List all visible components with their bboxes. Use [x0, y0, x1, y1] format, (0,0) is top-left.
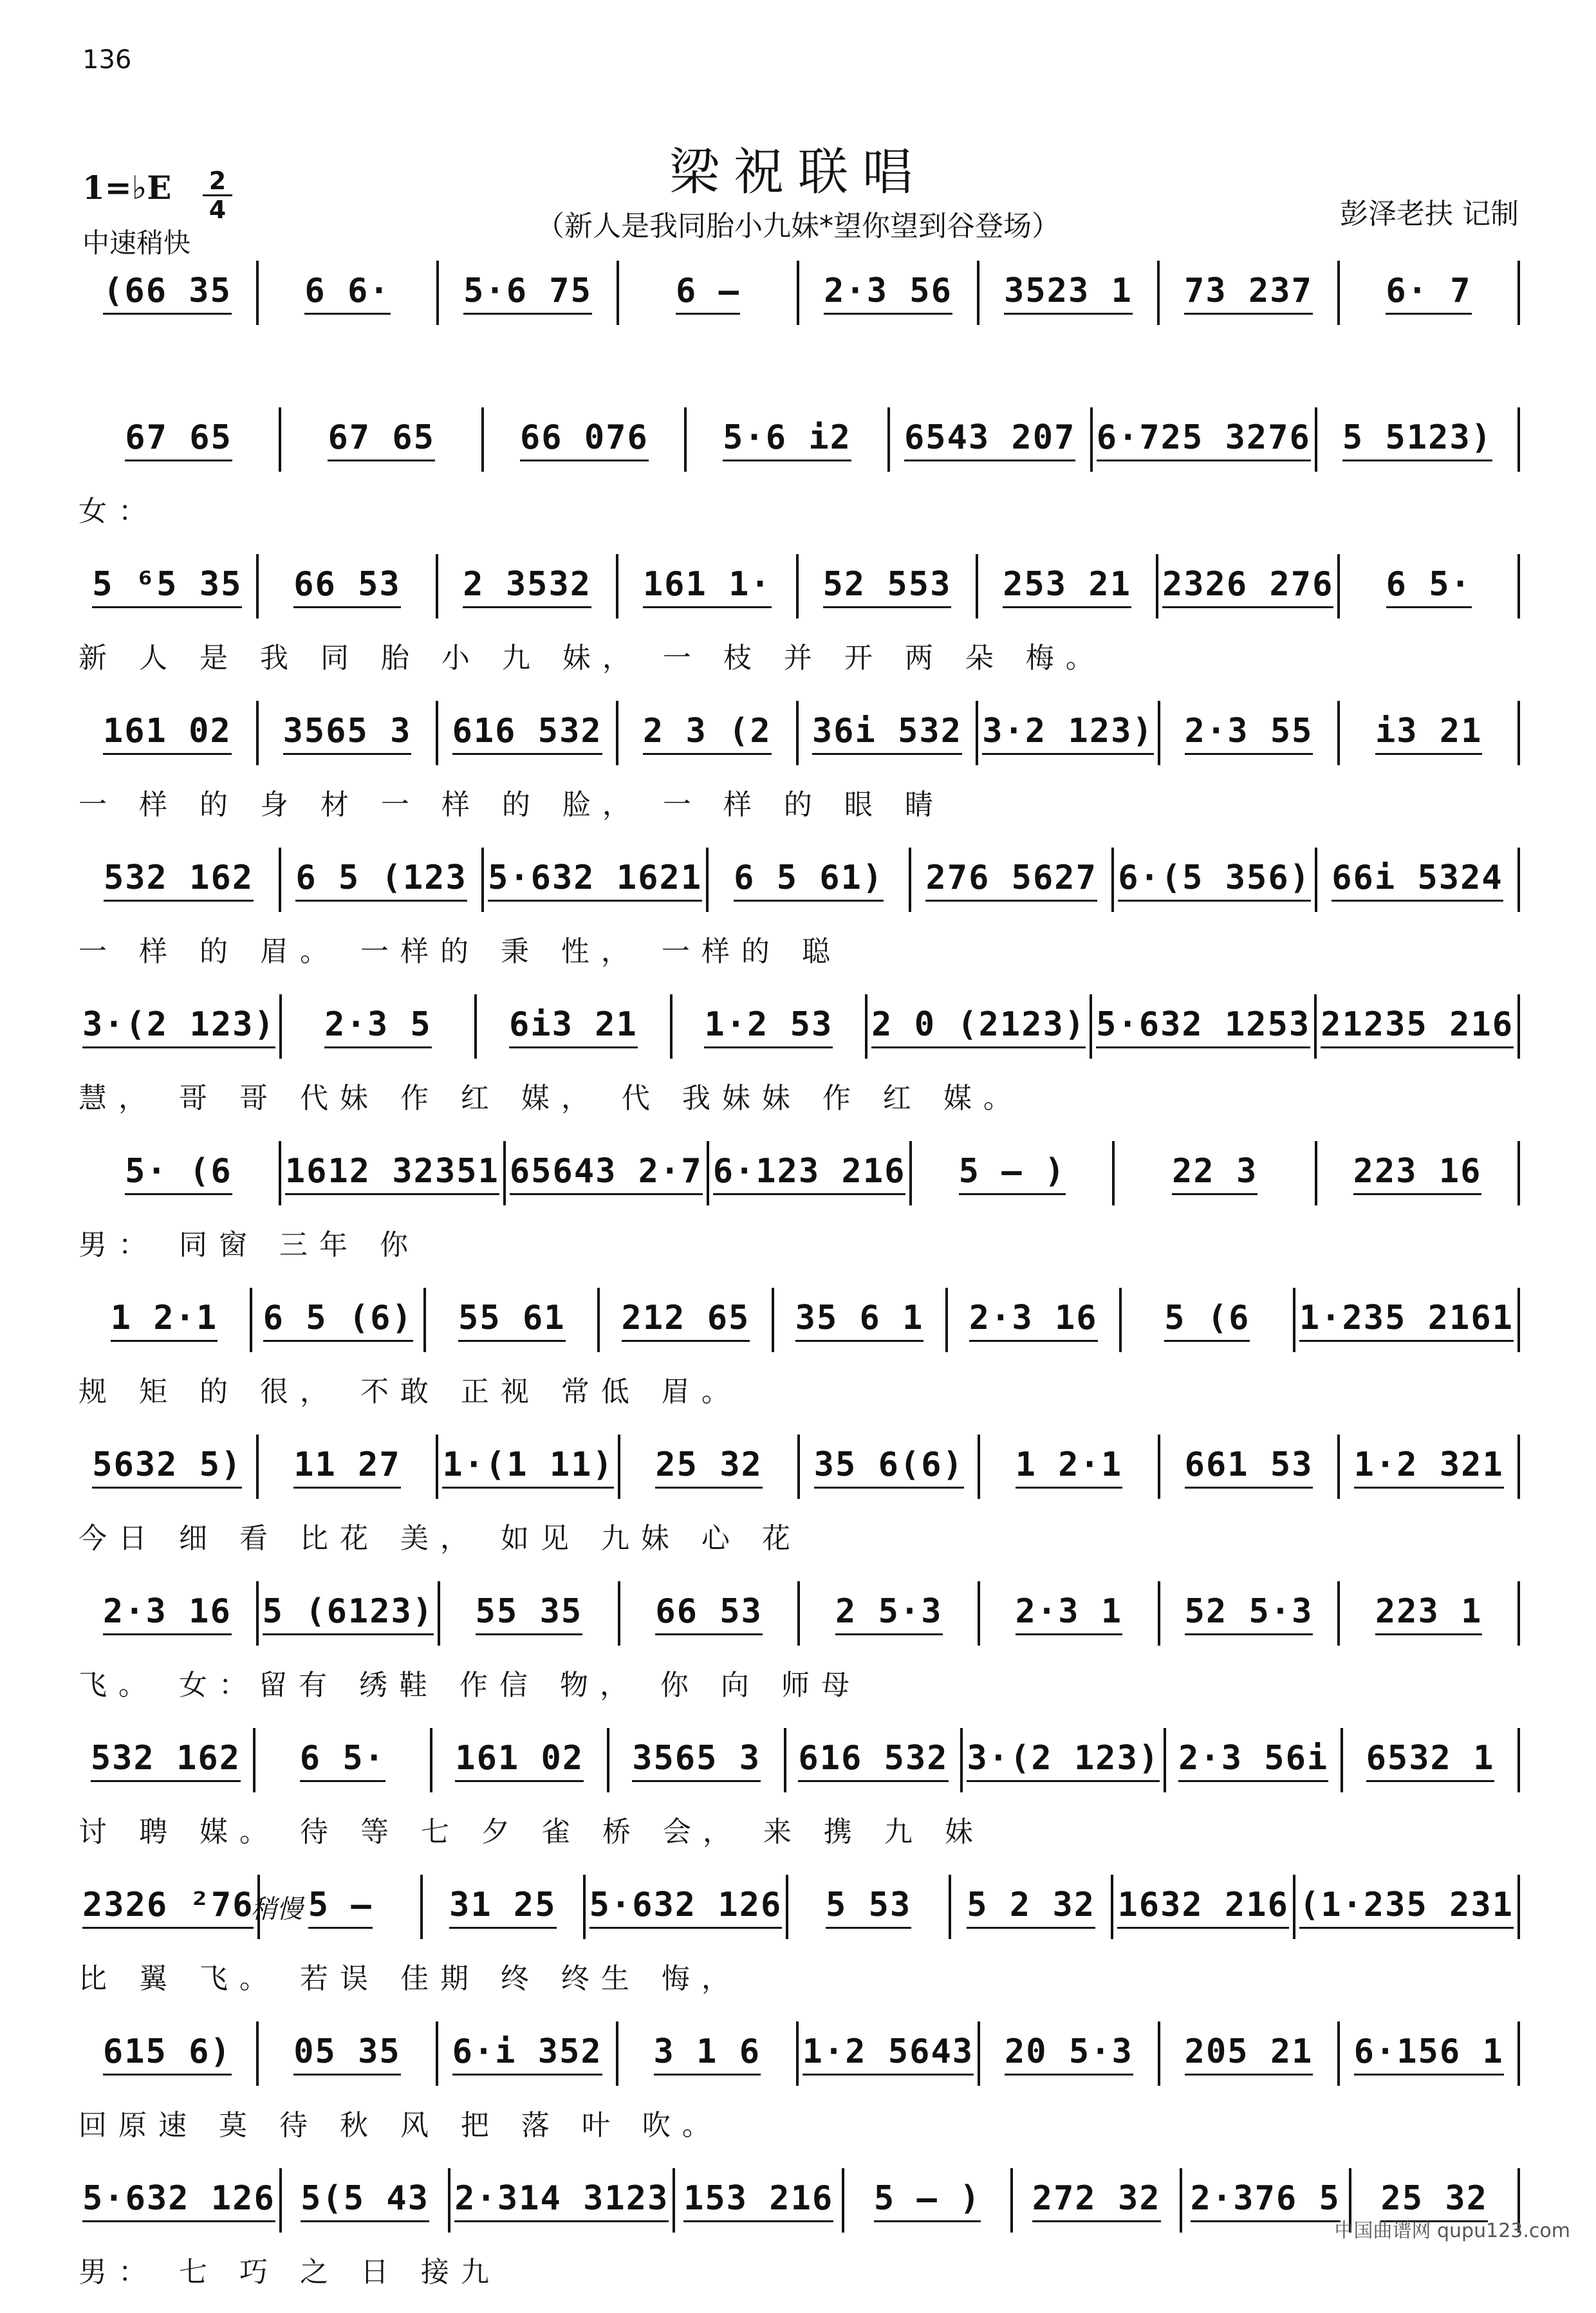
- measure: [609, 1728, 786, 1792]
- measure: [79, 1141, 281, 1205]
- measure: [79, 701, 259, 765]
- notes-row: [79, 1138, 1520, 1209]
- measure: [890, 407, 1093, 472]
- meter-top: 2: [209, 167, 227, 195]
- measure: [259, 554, 439, 618]
- measure-notes: 153 216: [683, 2179, 833, 2222]
- measure: [799, 554, 979, 618]
- lyrics-line: 规 矩 的 很， 不敢 正视 常低 眉。: [79, 1375, 741, 1407]
- lyrics-line: 一 样 的 身 材 一 样 的 脸， 一 样 的 眼 睛: [79, 788, 945, 820]
- measure-notes: 532 162: [91, 1739, 241, 1782]
- measure-notes: 2326 276: [1162, 565, 1333, 608]
- measure: [1160, 1435, 1341, 1499]
- measure: [438, 701, 618, 765]
- measure-notes: 212 65: [622, 1299, 750, 1342]
- measure: [912, 1141, 1115, 1205]
- measure-notes: 65643 2·7: [510, 1152, 703, 1195]
- measure-notes: 3·2 123): [982, 712, 1153, 755]
- measure: [1113, 1875, 1295, 1939]
- measure: [709, 848, 911, 912]
- meter-bottom: 4: [209, 196, 227, 224]
- measure: [79, 2168, 282, 2233]
- measure: [799, 2021, 980, 2086]
- measure-notes: 11 27: [293, 1445, 401, 1489]
- lyrics-line: 今日 细 看 比花 美， 如见 九妹 心 花: [79, 1522, 802, 1554]
- measure: [673, 994, 868, 1059]
- measure-notes: 5632 5): [92, 1445, 242, 1489]
- measure: [281, 848, 484, 912]
- measure-notes: 661 53: [1185, 1445, 1313, 1489]
- measure: [1317, 848, 1520, 912]
- notes-row: [79, 2165, 1520, 2236]
- notes-row: [79, 698, 1520, 768]
- measure: [506, 1141, 709, 1205]
- measure-notes: 2·3 56: [824, 272, 952, 315]
- score-system: [79, 1138, 1520, 1286]
- measure-notes: 5·632 126: [589, 1886, 783, 1929]
- measure-notes: 25 32: [1380, 2179, 1488, 2222]
- tempo-slow-mark: 稍慢: [251, 1895, 302, 1924]
- measure: [79, 1435, 259, 1499]
- credit: 彭泽老扶 记制: [1340, 198, 1519, 230]
- measure-notes: 2·3 55: [1185, 712, 1313, 755]
- time-signature: [203, 169, 232, 222]
- measure: [79, 261, 259, 325]
- measure: [79, 1728, 255, 1792]
- measure-notes: 67 65: [328, 418, 435, 461]
- measure-notes: 2 3532: [463, 565, 591, 608]
- measure: [477, 994, 672, 1059]
- measure: [980, 1581, 1160, 1646]
- measure: [618, 2021, 799, 2086]
- measure-notes: (66 35: [103, 272, 232, 315]
- measure: [868, 994, 1092, 1059]
- measure-notes: 1·(1 11): [442, 1445, 613, 1489]
- measure: [79, 407, 281, 472]
- measure-notes: 161 02: [103, 712, 232, 755]
- measure-notes: 616 532: [452, 712, 602, 755]
- measure: [259, 701, 439, 765]
- measure-notes: 532 162: [104, 859, 254, 902]
- measure: [1343, 1728, 1520, 1792]
- lyrics-line: 慧， 哥 哥 代妹 作 红 媒， 代 我妹妹 作 红 媒。: [79, 1082, 1023, 1113]
- lyrics-line: 比 翼 飞。 若误 佳期 终 终生 悔，: [79, 1962, 741, 1994]
- lyrics-line: 讨 聘 媒。 待 等 七 夕 雀 桥 会， 来 携 九 妹: [79, 1816, 985, 1847]
- measure-notes: 1·2 321: [1354, 1445, 1504, 1489]
- lyrics-line: 男： 同窗 三年 你: [79, 1229, 420, 1260]
- measure-notes: 66i 5324: [1332, 859, 1503, 902]
- measure: [255, 1728, 432, 1792]
- measure-notes: 55 61: [458, 1299, 566, 1342]
- measure-notes: 3523 1: [1004, 272, 1133, 315]
- measure: [788, 1875, 951, 1939]
- measure-notes: 6·156 1: [1354, 2032, 1504, 2076]
- measure: [1166, 1728, 1343, 1792]
- measure: [799, 261, 979, 325]
- notes-row: [79, 1285, 1520, 1355]
- notes-row: [79, 2018, 1520, 2089]
- measure-notes: 2·3 16: [969, 1299, 1098, 1342]
- measure: [1158, 554, 1340, 618]
- measure: [619, 261, 799, 325]
- measure-notes: 66 53: [293, 565, 401, 608]
- measure: [282, 994, 477, 1059]
- measure: [252, 1288, 426, 1352]
- measure: [1317, 407, 1520, 472]
- key-signature: 1=♭E: [82, 169, 172, 207]
- measure: [438, 554, 618, 618]
- measure: [1295, 1875, 1520, 1939]
- measure: [586, 1875, 789, 1939]
- measure: [1340, 261, 1520, 325]
- notes-row: [79, 991, 1520, 1062]
- score-system: [79, 698, 1520, 846]
- measure: [1092, 994, 1317, 1059]
- score-system: [79, 257, 1520, 405]
- measure-notes: i3 21: [1375, 712, 1483, 755]
- measure: [1114, 848, 1317, 912]
- measure: [438, 2021, 618, 2086]
- score-system: [79, 1725, 1520, 1873]
- measure-notes: 5 – ): [874, 2179, 981, 2222]
- measure-notes: 1612 32351: [285, 1152, 499, 1195]
- measure: [786, 1728, 963, 1792]
- measure: [980, 1435, 1160, 1499]
- measure: [1160, 701, 1341, 765]
- measure-notes: 5(5 43: [301, 2179, 429, 2222]
- measure: [1317, 994, 1520, 1059]
- notes-row: [79, 1431, 1520, 1502]
- measure-notes: 52 553: [823, 565, 952, 608]
- measure-notes: 616 532: [798, 1739, 948, 1782]
- measure-notes: 6· 7: [1386, 272, 1471, 315]
- measure: [484, 848, 709, 912]
- watermark: 中国曲谱网 qupu123.com: [1334, 2220, 1570, 2242]
- measure-notes: 1 2·1: [111, 1299, 218, 1342]
- measure: [438, 1435, 620, 1499]
- measure: [1340, 701, 1520, 765]
- measure-notes: 22 3: [1172, 1152, 1257, 1195]
- measure: [79, 848, 281, 912]
- tempo-marking: 中速稍快: [82, 227, 191, 259]
- measure-notes: 161 1·: [643, 565, 772, 608]
- notes-row: [79, 1725, 1520, 1796]
- measure: [259, 1581, 440, 1646]
- measure-notes: 52 5·3: [1185, 1592, 1313, 1635]
- measure-notes: 5·6 75: [463, 272, 592, 315]
- measure-notes: 73 237: [1184, 272, 1313, 315]
- notes-row: [79, 551, 1520, 622]
- measure: [484, 407, 687, 472]
- measure-notes: 615 6): [103, 2032, 232, 2076]
- measure-notes: 2 0 (2123): [871, 1005, 1086, 1048]
- measure-notes: 5·6 i2: [723, 418, 851, 461]
- measure-notes: 2 3 (2: [643, 712, 772, 755]
- measure-notes: 3 1 6: [654, 2032, 761, 2076]
- lyrics-line: 一 样 的 眉。 一样的 秉 性， 一样的 聪: [79, 935, 842, 967]
- measure-notes: 3·(2 123): [967, 1739, 1160, 1782]
- measure-notes: 2·3 56i: [1178, 1739, 1328, 1782]
- measure: [79, 1875, 260, 1939]
- score-system: [79, 2018, 1520, 2166]
- measure-notes: 6 5·: [1386, 565, 1472, 608]
- lyrics-line: [79, 341, 1520, 380]
- measure-notes: 2·314 3123: [454, 2179, 669, 2222]
- measure-notes: 6 5 (6): [263, 1299, 413, 1342]
- measure: [79, 1288, 252, 1352]
- measure-notes: 5 53: [826, 1886, 911, 1929]
- measure: [1317, 1141, 1520, 1205]
- page-number: 136: [82, 45, 132, 75]
- measure: [978, 554, 1158, 618]
- lyrics-line: 女：: [79, 495, 158, 526]
- measure-notes: 5 – ): [959, 1152, 1066, 1195]
- measure-notes: 5 (6: [1164, 1299, 1250, 1342]
- measure: [774, 1288, 948, 1352]
- measure: [259, 2021, 439, 2086]
- measure: [1160, 261, 1340, 325]
- lyrics-line: 男： 七 巧 之 日 接九: [79, 2256, 501, 2287]
- measure-notes: 272 32: [1032, 2179, 1161, 2222]
- measure-notes: 6i3 21: [509, 1005, 638, 1048]
- measure: [618, 701, 799, 765]
- score-system: [79, 1578, 1520, 1726]
- notes-row: [79, 257, 1520, 328]
- measure-notes: 5·632 1253: [1096, 1005, 1310, 1048]
- measure: [1295, 1288, 1520, 1352]
- measure-notes: 5 2 32: [967, 1886, 1095, 1929]
- measure-notes: 223 16: [1353, 1152, 1482, 1195]
- measure: [600, 1288, 774, 1352]
- measure: [799, 701, 979, 765]
- measure-notes: 05 35: [293, 2032, 401, 2076]
- measure-notes: 6·725 3276: [1097, 418, 1311, 461]
- measure-notes: 6543 207: [904, 418, 1075, 461]
- measure-notes: 2·376 5: [1191, 2179, 1341, 2222]
- measure: [440, 1581, 620, 1646]
- measure: [800, 1581, 980, 1646]
- measure: [1160, 1581, 1341, 1646]
- measure-notes: 21235 216: [1321, 1005, 1514, 1048]
- measure: [1340, 554, 1520, 618]
- measure-notes: 2·3 1: [1016, 1592, 1123, 1635]
- measure-notes: 1632 216: [1117, 1886, 1288, 1929]
- measure: [1013, 2168, 1182, 2233]
- notes-row: [79, 844, 1520, 915]
- measure-notes: 55 35: [476, 1592, 583, 1635]
- measure-notes: 5 ⁶5 35: [92, 565, 242, 608]
- measure: [439, 261, 619, 325]
- measure: [980, 2021, 1160, 2086]
- measure: [911, 848, 1114, 912]
- measure: [844, 2168, 1014, 2233]
- measure-notes: 6 5·: [300, 1739, 385, 1782]
- measure-notes: 6532 1: [1366, 1739, 1495, 1782]
- measure-notes: 3·(2 123): [82, 1005, 275, 1048]
- measure: [1122, 1288, 1295, 1352]
- score-system: [79, 991, 1520, 1139]
- measure-notes: 253 21: [1003, 565, 1131, 608]
- measure-notes: 161 02: [455, 1739, 584, 1782]
- measure-notes: 3565 3: [283, 712, 412, 755]
- measure: [620, 1581, 801, 1646]
- measure-notes: 6·i 352: [452, 2032, 602, 2076]
- measure-notes: 2326 ²76: [82, 1886, 254, 1929]
- score-system: [79, 551, 1520, 699]
- lyrics-line: 飞。 女：留有 绣鞋 作信 物， 你 向 师母: [79, 1669, 861, 1700]
- measure: [1340, 1581, 1520, 1646]
- measure: [281, 407, 484, 472]
- measure: [79, 554, 259, 618]
- measure-notes: 2·3 5: [324, 1005, 432, 1048]
- measure: [1115, 1141, 1317, 1205]
- measure: [79, 2021, 259, 2086]
- measure: [423, 1875, 586, 1939]
- measure: [963, 1728, 1166, 1792]
- measure-notes: 5· (6: [125, 1152, 232, 1195]
- measure-notes: 66 076: [520, 418, 649, 461]
- measure-notes: 205 21: [1185, 2032, 1313, 2076]
- measure: [978, 701, 1160, 765]
- measure: [450, 2168, 675, 2233]
- measure: [79, 994, 282, 1059]
- notes-row: [79, 404, 1520, 475]
- score-system: [79, 404, 1520, 552]
- measure-notes: 5 5123): [1342, 418, 1492, 461]
- measure: [618, 554, 799, 618]
- score-system: [79, 1431, 1520, 1579]
- measure: [426, 1288, 600, 1352]
- measure-notes: 35 6 1: [795, 1299, 924, 1342]
- measure: [948, 1288, 1122, 1352]
- song-subtitle: （新人是我同胎小九妹*望你望到谷登场）: [536, 210, 1060, 243]
- score-system: [79, 2165, 1520, 2313]
- measure-notes: 6 6·: [304, 272, 390, 315]
- measure: [1340, 2021, 1520, 2086]
- measure-notes: 2·3 16: [103, 1592, 232, 1635]
- measure-notes: 66 53: [655, 1592, 763, 1635]
- measure-notes: 31 25: [449, 1886, 557, 1929]
- measure-notes: 1·235 2161: [1299, 1299, 1514, 1342]
- measure: [687, 407, 889, 472]
- measure-notes: 1·2 53: [704, 1005, 833, 1048]
- measure-notes: 20 5·3: [1005, 2032, 1133, 2076]
- measure: [282, 2168, 451, 2233]
- measure-notes: 6 5 (123: [295, 859, 467, 902]
- measure-notes: 5 (6123): [263, 1592, 434, 1635]
- measure-notes: 3565 3: [632, 1739, 761, 1782]
- measure-notes: 223 1: [1375, 1592, 1483, 1635]
- measure: [709, 1141, 913, 1205]
- measure-notes: 6·123 216: [713, 1152, 906, 1195]
- measure-notes: 6 –: [676, 272, 740, 315]
- measure: [675, 2168, 844, 2233]
- measure-notes: 5·632 126: [82, 2179, 275, 2222]
- measure: [1182, 2168, 1351, 2233]
- measure-notes: 5 –: [308, 1886, 373, 1929]
- measure-notes: 25 32: [655, 1445, 763, 1489]
- measure-notes: 67 65: [125, 418, 232, 461]
- measure-notes: 1 2·1: [1016, 1445, 1123, 1489]
- lyrics-line: 回原速 莫 待 秋 风 把 落 叶 吹。: [79, 2109, 722, 2141]
- lyrics-line: 新 人 是 我 同 胎 小 九 妹， 一 枝 并 开 两 朵 梅。: [79, 642, 1106, 673]
- score-system: [79, 844, 1520, 992]
- notes-row: [79, 1578, 1520, 1649]
- measure-notes: 35 6(6): [814, 1445, 964, 1489]
- measure: [1093, 407, 1317, 472]
- measure: [1160, 2021, 1341, 2086]
- measure-notes: 36i 532: [812, 712, 962, 755]
- song-title: 梁祝联唱: [669, 144, 927, 201]
- measure: [259, 261, 439, 325]
- measure-notes: 6 5 61): [734, 859, 884, 902]
- measure: [79, 1581, 259, 1646]
- measure: [951, 1875, 1114, 1939]
- measure: [1340, 1435, 1520, 1499]
- measure: [432, 1728, 609, 1792]
- measure: [979, 261, 1160, 325]
- measure-notes: 2 5·3: [835, 1592, 943, 1635]
- measure-notes: (1·235 231: [1299, 1886, 1514, 1929]
- measure-notes: 5·632 1621: [488, 859, 702, 902]
- measure-notes: 276 5627: [925, 859, 1097, 902]
- measure: [281, 1141, 506, 1205]
- score-system: [79, 1285, 1520, 1433]
- measure: [259, 1435, 439, 1499]
- measure-notes: 6·(5 356): [1118, 859, 1311, 902]
- measure-notes: 1·2 5643: [803, 2032, 974, 2076]
- measure: [620, 1435, 801, 1499]
- measure: [800, 1435, 980, 1499]
